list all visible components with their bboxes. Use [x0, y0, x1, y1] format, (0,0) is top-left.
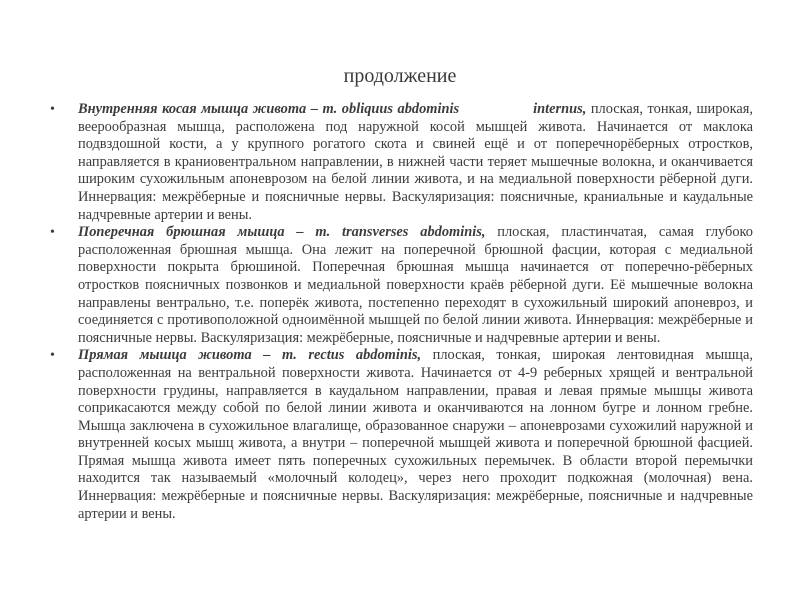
description-transverse: плоская, пластинчатая, самая глубоко расположенная брюшная мышца. Она лежит на поперечной брюшной фасции, которая с медиальной поверхности покрыта брюшиной. Поперечная брюшная мышца начинается от поперечно-рёберных отростков поясничных позвонков и медиальной поверхности краёв рёберной дуги. Её мышечные волокна направлены вентрально, т.е. поперёк живота, постепенно переходят в сухожильный широкий апоневроз, и соединяется с противоположной одноимённой мышцей по белой линии живота. Иннервация: межрёберные и поясничные нервы. Васкуляризация: межрёберные, поясничные и надчревные артерии и вены. [78, 224, 753, 346]
description-internal-oblique: плоская, тонкая, широкая, веерообразная мышца, расположена под наружной косой мышцей живота. Начинается от маклока подвздошной кости, а у крупного рогатого скота и свиней ещё и от поперечнорёберных отростков, направляется в краниовентральном направлении, в нижней части теряет мышечные волокна, и оканчивается широким сухожильным апоневрозом на белой линии живота, и на медиальной поверхности рёберной дуги. Иннервация: межрёберные и поясничные нервы. Васкуляризация: поясничные, краниальные и каудальные надчревные артерии и вены. [78, 101, 753, 223]
term-internal-oblique-b: internus, [533, 101, 587, 117]
bullet-icon: • [50, 225, 55, 241]
term-transverse: Поперечная брюшная мышца – m. transverses abdominis, [78, 224, 486, 241]
list-item-rectus [50, 347, 753, 523]
term-internal-oblique-a: Внутренняя косая мышца живота – m. obliquus abdominis [78, 101, 460, 117]
term-rectus: Прямая мышца живота – m. rectus abdominis, [78, 347, 422, 364]
slide-title: продолжение [343, 65, 457, 87]
list-item-internal-oblique [50, 101, 753, 224]
list-item-transverse [50, 224, 753, 347]
description-rectus: плоская, тонкая, широкая лентовидная мышца, расположенная на вентральной поверхности живота. Начинается от 4-9 реберных хрящей и вентральной поверхности грудины, направляется в каудальном направлении, правая и левая прямые мышцы живота соприкасаются между собой по белой линии живота и оканчиваются на лонном бугре и лонном гребне. Мышца заключена в сухожильное влагалище, образованное снаружи – апоневрозами сухожилий наружной и внутренней косых мышц живота, а внутри – поперечной мышцей живота и поперечной брюшной фасцией. Прямая мышца живота имеет пять поперечных сухожильных перемычек. В области второй перемычки находится так называемый «молочный колодец», через него проходит подкожная (молочная) вена. Иннервация: межрёберные и поясничные нервы. Васкуляризация: межрёберные, поясничные и надчревные артерии и вены. [78, 347, 753, 522]
bullet-icon: • [50, 102, 55, 117]
bullet-list [50, 101, 753, 523]
bullet-icon: • [50, 348, 55, 364]
